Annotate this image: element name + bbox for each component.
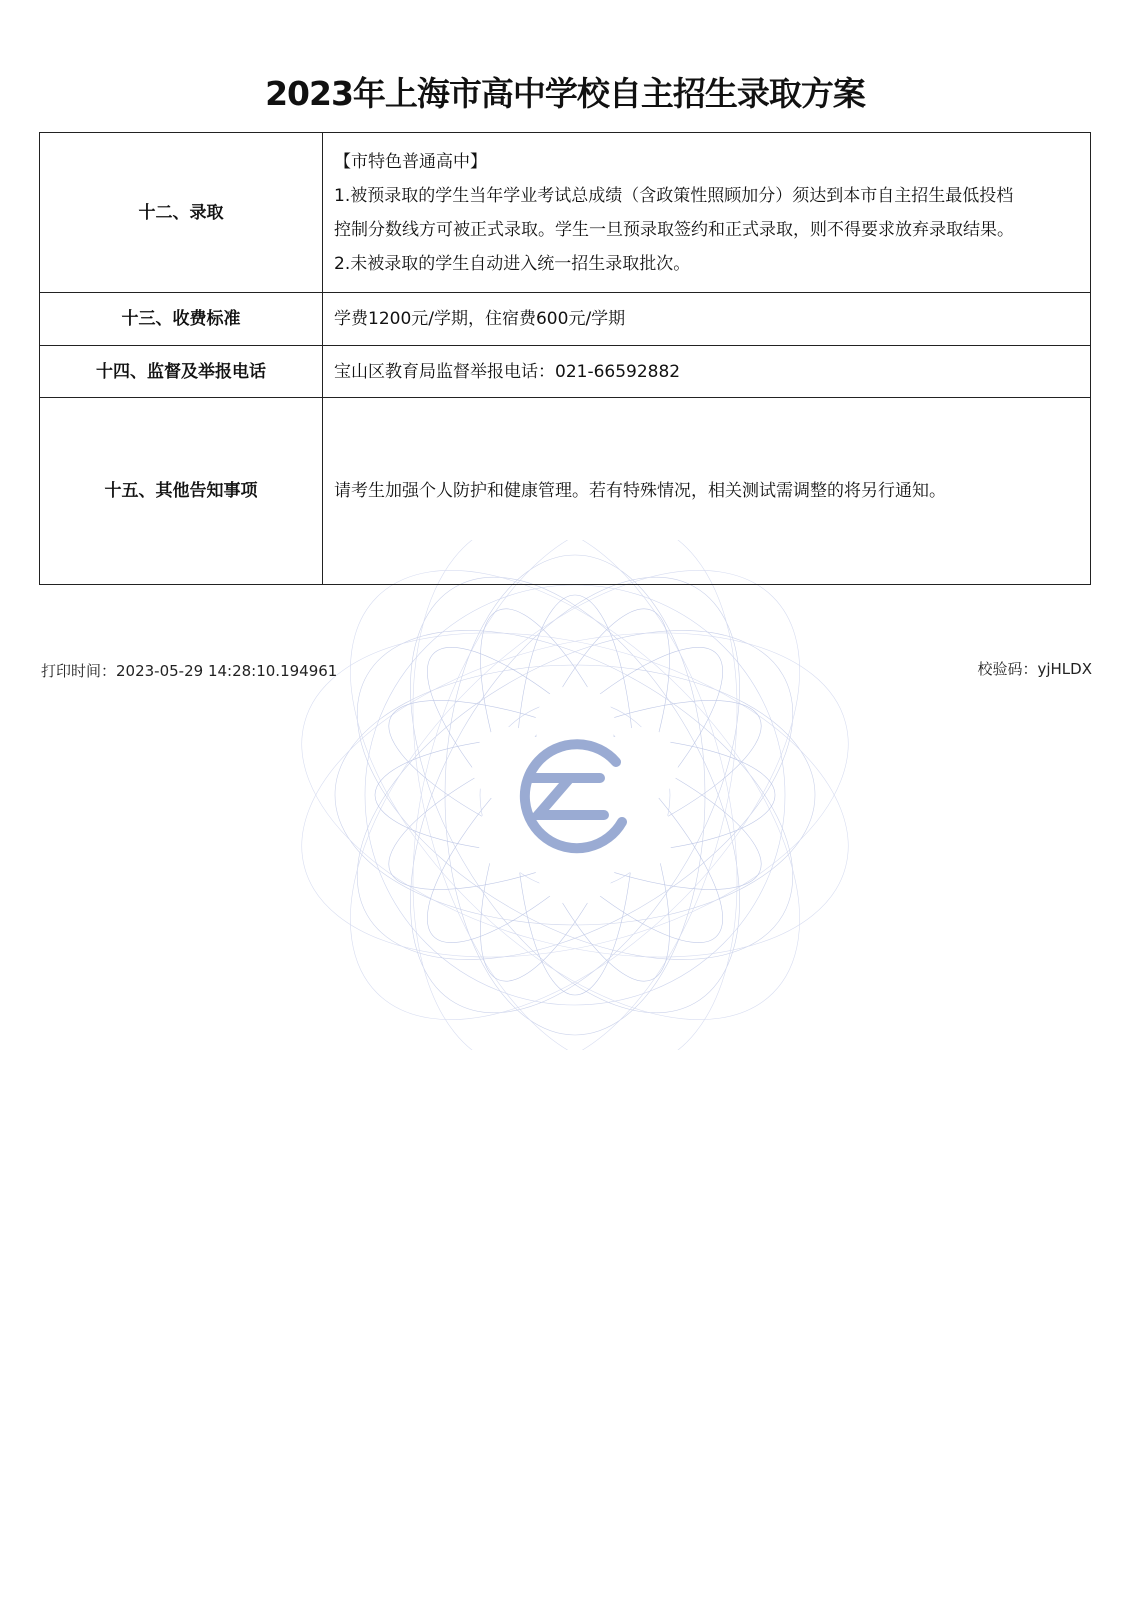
content-line: 2.未被录取的学生自动进入统一招生录取批次。 bbox=[334, 253, 691, 274]
table-row bbox=[40, 398, 1091, 585]
admission-info-table bbox=[39, 132, 1091, 585]
content-line: 控制分数线方可被正式录取。学生一旦预录取签约和正式录取，则不得要求放弃录取结果。 bbox=[334, 219, 1014, 240]
table-row bbox=[40, 133, 1091, 293]
row-label: 十五、其他告知事项 bbox=[40, 398, 323, 585]
print-timestamp: 打印时间：2023-05-29 14:28:10.194961 bbox=[41, 662, 338, 680]
row-label: 十三、收费标准 bbox=[40, 293, 323, 346]
row-content: 请考生加强个人防护和健康管理。若有特殊情况，相关测试需调整的将另行通知。 bbox=[323, 398, 1091, 585]
row-content bbox=[323, 133, 1091, 293]
content-line: 【市特色普通高中】 bbox=[334, 151, 487, 172]
guilloche-seal-icon bbox=[270, 540, 880, 1050]
row-content: 学费1200元/学期，住宿费600元/学期 bbox=[323, 293, 1091, 346]
table-row bbox=[40, 293, 1091, 346]
content-line: 1.被预录取的学生当年学业考试总成绩（含政策性照顾加分）须达到本市自主招生最低投档 bbox=[334, 185, 1014, 206]
row-content: 宝山区教育局监督举报电话：021-66592882 bbox=[323, 346, 1091, 398]
row-label: 十四、监督及举报电话 bbox=[40, 346, 323, 398]
verification-code: 校验码：yjHLDX bbox=[977, 660, 1092, 678]
page-title: 2023年上海市高中学校自主招生录取方案 bbox=[265, 74, 865, 113]
row-label: 十二、录取 bbox=[40, 133, 323, 293]
table-row bbox=[40, 346, 1091, 398]
